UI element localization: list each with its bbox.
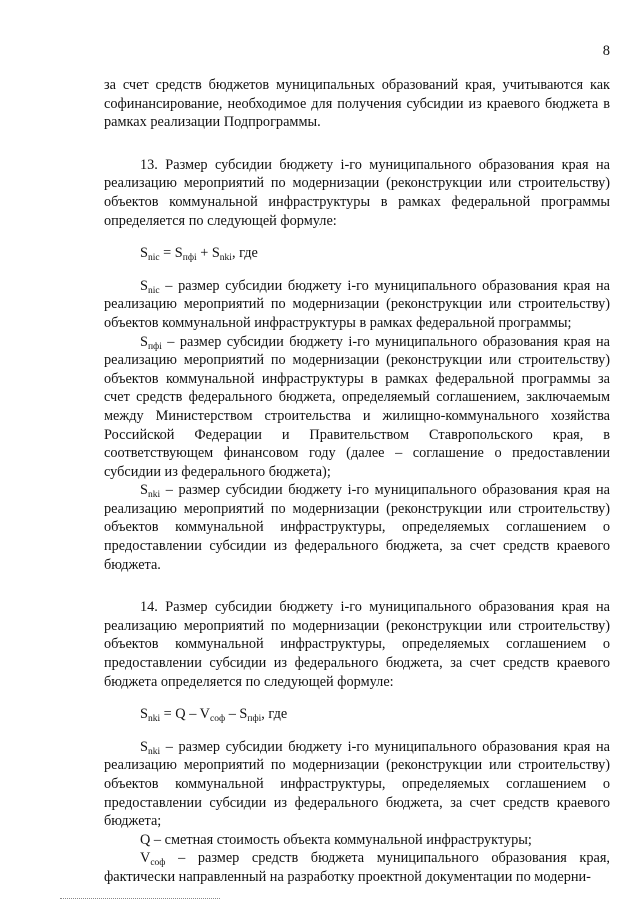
definition-q: Q – сметная стоимость объекта коммунальной инфраструктуры; [140, 831, 532, 848]
definition-snic: $S_{nic}$ – размер субсидии бюджету i-го муниципального образования края на реализацию мероприятий по модернизации (реконструкции или строительству) объектов коммунальной инфраструктуры в рамках федеральной программы; [104, 277, 610, 331]
page-number: 8 [602, 43, 610, 59]
definition-spfi: $S_{пфi}$ – размер субсидии бюджету i-го муниципального образования края на реализацию мероприятий по модернизации (реконструкции или строительству) объектов коммунальной инфраструктуры в рамках федеральной программы за счет средств федерального бюджета, определяемый соглашением, заключаемым между Министерством строительства и жилищно-коммунального хозяйства Российской Федерации и Правительством Ставропольского края, в соответствующем финансовом году (далее – соглашение о предоставлении субсидии из федерального бюджета); [104, 333, 610, 480]
paragraph-13: 13. Размер субсидии бюджету i-го муниципального образования края на реализацию мероприятий по модернизации (реконструкции или строительству) объектов коммунальной инфраструктуры в рамках федеральной программы определяется по следующей формуле: [104, 156, 610, 229]
formula-2: $S_{nki} = Q - V_{соф} - S_{пфi}$, где [140, 706, 288, 725]
definition-snki-2: $S_{nki}$ – размер субсидии бюджету i-го муниципального образования края на реализацию мероприятий по модернизации (реконструкции или строительству) объектов коммунальной инфраструктуры, определяемых соглашением о предоставлении субсидии из федерального бюджета, за счет средств краевого бюджета; [104, 738, 610, 830]
formula-1: $S_{nic} = S_{пфi} + S_{nki}$, где [140, 245, 258, 264]
definition-vsof: $V_{соф}$ – размер средств бюджета муниципального образования края, фактически направленный на разработку проектной документации по модерни- [104, 850, 610, 885]
document-body [104, 76, 610, 887]
paragraph-continuation: за счет средств бюджетов муниципальных образований края, учитываются как софинансирование, необходимое для получения субсидии из краевого бюджета в рамках реализации Подпрограммы. [104, 77, 610, 131]
paragraph-14: 14. Размер субсидии бюджету i-го муниципального образования края на реализацию мероприятий по модернизации (реконструкции или строительству) объектов коммунальной инфраструктуры, определяемых соглашением о предоставлении субсидии из федерального бюджета, за счет средств краевого бюджета определяется по следующей формуле: [104, 599, 610, 690]
definition-snki: $S_{nki}$ – размер субсидии бюджету i-го муниципального образования края на реализацию мероприятий по модернизации (реконструкции или строительству) объектов коммунальной инфраструктуры, определяемых соглашением о предоставлении субсидии из федерального бюджета, за счет средств краевого бюджета. [104, 482, 610, 573]
footer-line [60, 898, 220, 899]
